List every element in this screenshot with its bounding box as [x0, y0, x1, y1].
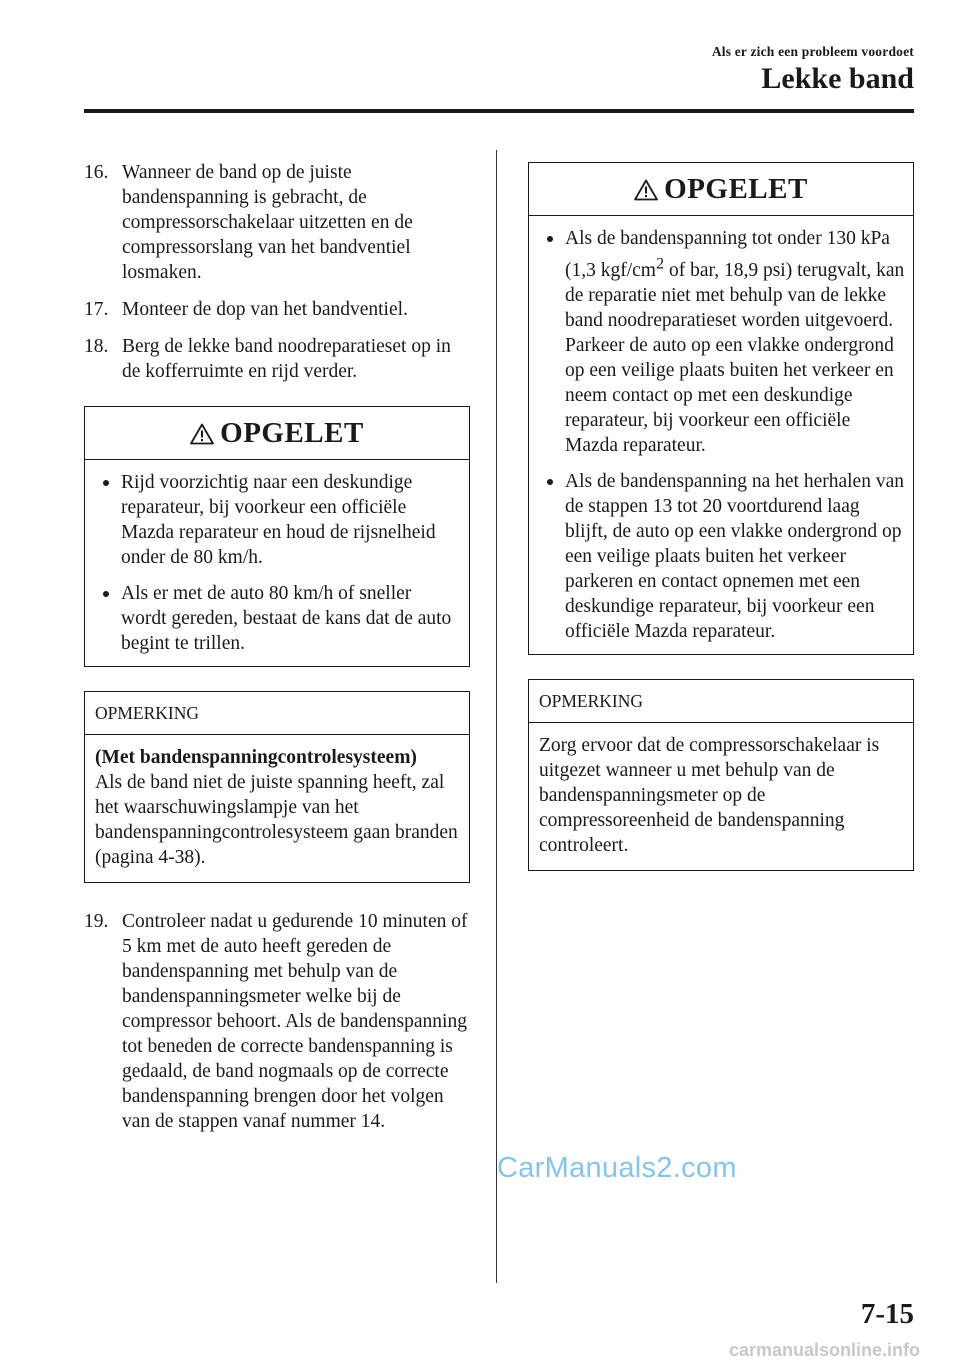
- step-text: Berg de lekke band noodreparatieset op in de kofferruimte en rijd verder.: [122, 336, 451, 382]
- header-divider: [84, 109, 914, 113]
- caution-body: [529, 216, 913, 654]
- page-title: Lekke band: [761, 62, 914, 95]
- step-16: [84, 160, 470, 285]
- superscript: 2: [655, 254, 665, 272]
- step-text: Controleer nadat u gedurende 10 minuten of 5 km met de auto heeft gereden de bandenspanning met behulp van de bandenspanningsmeter welke bij de compressor behoort. Als de bandenspanning tot beneden de correcte bandenspanning is gedaald, de band nogmaals op de correcte bandenspanning brengen door het volgen van de stappen vanaf nummer 14.: [122, 911, 468, 1132]
- caution-header: [85, 407, 469, 460]
- caution-bullet: [539, 469, 905, 644]
- caution-box-right: [528, 162, 914, 655]
- bullet-dot-icon: [103, 591, 109, 597]
- bullet-text: Als er met de auto 80 km/h of sneller wordt gereden, bestaat de kans dat de auto begint te trillen.: [121, 583, 452, 654]
- step-text: Wanneer de band op de juiste bandenspanning is gebracht, de compressorschakelaar uitzetten en de compressorslang van het bandventiel losmaken.: [122, 162, 413, 283]
- step-text: Monteer de dop van het bandventiel.: [122, 299, 408, 320]
- note-text: Zorg ervoor dat de compressorschakelaar is uitgezet wanneer u met behulp van de bandenspanningsmeter op de compressoreenheid de bandenspanning controleert.: [539, 734, 880, 856]
- section-heading: Als er zich een probleem voordoet: [711, 44, 914, 59]
- note-subheading: (Met bandenspanningcontrolesysteem): [95, 747, 417, 768]
- caution-box-left: [84, 406, 470, 667]
- note-header: OPMERKING: [529, 680, 913, 723]
- step-number: 16.: [84, 162, 109, 183]
- caution-bullet: [539, 226, 905, 458]
- left-column: [84, 160, 470, 1146]
- caution-header: [529, 163, 913, 216]
- note-body: [529, 723, 913, 870]
- step-number: 18.: [84, 336, 109, 357]
- bullet-text: [565, 228, 904, 456]
- bullet-dot-icon: [547, 479, 553, 485]
- step-number: 17.: [84, 299, 109, 320]
- note-box-right: [528, 679, 914, 871]
- bullet-dot-icon: [547, 236, 553, 242]
- caution-bullet: [95, 470, 461, 570]
- caution-title: OPGELET: [664, 173, 808, 205]
- warning-triangle-icon: [634, 179, 658, 201]
- caution-bullet: [95, 581, 461, 656]
- warning-triangle-icon: [190, 423, 214, 445]
- note-text: Als de band niet de juiste spanning heeft, zal het waarschuwingslampje van het bandenspanningcontrolesysteem gaan branden (pagina 4-38).: [95, 772, 458, 868]
- caution-title: OPGELET: [220, 417, 364, 449]
- caution-body: [85, 460, 469, 666]
- bullet-text: Rijd voorzichtig naar een deskundige reparateur, bij voorkeur een officiële Mazda reparateur en houd de rijsnelheid onder de 80 km/h.: [121, 472, 436, 568]
- bullet-text: Als de bandenspanning na het herhalen van de stappen 13 tot 20 voortdurend laag blijft, de auto op een vlakke ondergrond op een veilige plaats buiten het verkeer parkeren en contact opnemen met een deskundige reparateur, bij voorkeur een officiële Mazda reparateur.: [565, 470, 904, 642]
- step-17: [84, 297, 470, 322]
- footer-watermark: carmanualsonline.info: [728, 1340, 920, 1360]
- note-body: [85, 735, 469, 882]
- step-19: [84, 909, 470, 1134]
- note-header: OPMERKING: [85, 692, 469, 735]
- step-number: 19.: [84, 911, 109, 932]
- page-number: 7-15: [860, 1298, 914, 1330]
- watermark: CarManuals2.com: [497, 1152, 737, 1184]
- note-box-left: [84, 691, 470, 883]
- right-column: [528, 162, 914, 871]
- step-18: [84, 334, 470, 384]
- bullet-dot-icon: [103, 480, 109, 486]
- bullet-text-part: of bar, 18,9 psi) terugvalt, kan de reparatie niet met behulp van de lekke band noodreparatieset worden uitgevoerd. Parkeer de auto op een vlakke ondergrond op een veilige plaats buiten het verkeer en neem contact op met een deskundige reparateur, bij voorkeur een officiële Mazda reparateur.: [565, 259, 905, 456]
- bullet-text-part: Als de bandenspanning tot onder 130 kPa (1,3 kgf/cm: [565, 228, 890, 281]
- column-divider: [496, 150, 497, 1283]
